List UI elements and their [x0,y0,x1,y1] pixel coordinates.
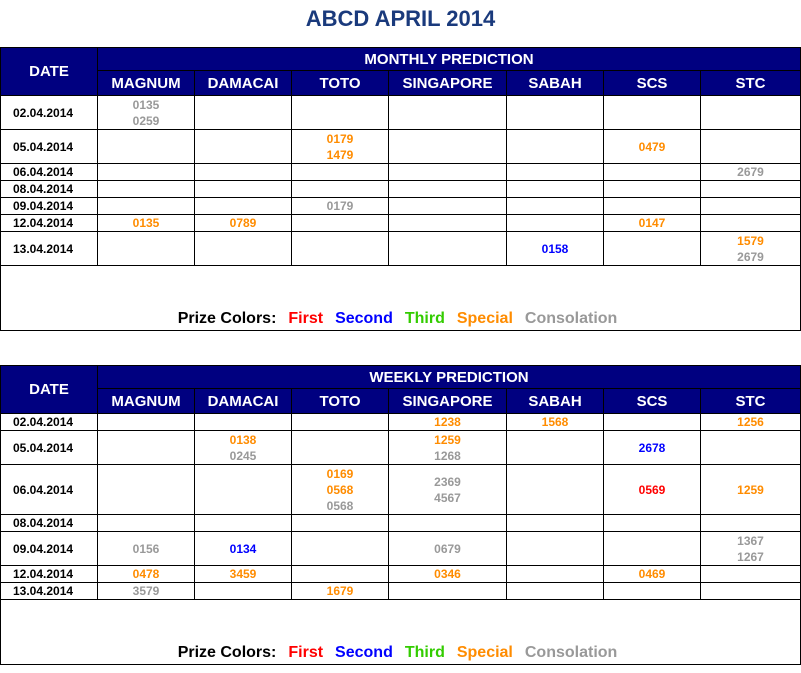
cell-sabah [507,465,604,515]
prediction-number: 1679 [326,584,354,598]
legend-item-special: Special [456,310,513,327]
prediction-number: 0569 [638,482,666,497]
cell-scs [604,130,701,164]
cell-singapore [389,232,507,266]
cell-sabah [507,232,604,266]
legend-item-first: First [288,310,324,327]
prediction-number: 1259 [737,482,764,497]
column-header-scs: SCS [604,389,701,414]
prediction-number: 0158 [541,241,569,256]
table-row [1,414,801,431]
legend-label: Prize Colors: [177,310,277,327]
cell-scs [604,583,701,600]
legend-item-second: Second [335,644,393,661]
prediction-number: 0568 [326,498,354,513]
prediction-number: 0169 [326,466,354,481]
prediction-number: 2369 [434,474,461,489]
cell-stc [701,164,801,181]
column-header-toto: TOTO [292,71,389,96]
cell-damacai [195,431,292,465]
cell-singapore [389,465,507,515]
monthly-prediction-table [0,47,801,331]
prediction-number: 1238 [434,415,461,429]
table-row [1,532,801,566]
cell-stc [701,414,801,431]
cell-stc [701,515,801,532]
column-header-magnum: MAGNUM [98,71,195,96]
prediction-number: 0135 [132,97,160,112]
cell-stc [701,431,801,465]
table-row [1,198,801,215]
cell-toto [292,414,389,431]
cell-stc [701,566,801,583]
table-row [1,215,801,232]
table-row [1,232,801,266]
weekly-prediction-table [0,365,801,665]
column-header-damacai: DAMACAI [195,389,292,414]
cell-damacai [195,164,292,181]
prediction-number: 3459 [229,567,257,581]
table-row [1,164,801,181]
prediction-number: 1367 [737,533,764,548]
prediction-number: 0138 [229,432,257,447]
cell-singapore [389,414,507,431]
cell-sabah [507,215,604,232]
column-header-stc: STC [701,71,801,96]
prediction-number: 0179 [326,199,354,213]
cell-sabah [507,583,604,600]
row-date: 12.04.2014 [1,566,98,583]
cell-singapore [389,532,507,566]
cell-toto [292,566,389,583]
cell-magnum [98,130,195,164]
cell-scs [604,566,701,583]
legend-item-special: Special [456,644,513,661]
cell-damacai [195,566,292,583]
prize-colors-legend [1,266,801,331]
prediction-number: 3579 [132,584,160,598]
cell-toto [292,232,389,266]
cell-sabah [507,431,604,465]
prediction-number: 0469 [638,567,666,581]
cell-singapore [389,215,507,232]
prediction-number: 1259 [434,432,461,447]
table-row [1,566,801,583]
prediction-number: 0179 [326,131,354,146]
cell-toto [292,583,389,600]
prize-colors-legend [1,600,801,665]
cell-stc [701,232,801,266]
prediction-number: 0568 [326,482,354,497]
cell-magnum [98,414,195,431]
legend-item-second: Second [335,310,393,327]
cell-magnum [98,431,195,465]
cell-toto [292,431,389,465]
cell-stc [701,198,801,215]
table-row [1,515,801,532]
cell-scs [604,232,701,266]
prediction-number: 0478 [132,567,160,581]
prediction-number: 2678 [638,440,666,455]
cell-magnum [98,164,195,181]
table-row [1,130,801,164]
cell-sabah [507,198,604,215]
cell-damacai [195,532,292,566]
column-header-magnum: MAGNUM [98,389,195,414]
cell-scs [604,431,701,465]
cell-stc [701,465,801,515]
table-heading: WEEKLY PREDICTION [98,366,801,389]
cell-sabah [507,164,604,181]
cell-toto [292,215,389,232]
prediction-number: 0147 [638,216,666,230]
cell-damacai [195,465,292,515]
column-header-damacai: DAMACAI [195,71,292,96]
cell-toto [292,198,389,215]
cell-sabah [507,566,604,583]
legend-item-consolation: Consolation [524,644,618,661]
cell-scs [604,96,701,130]
cell-scs [604,198,701,215]
table-row [1,431,801,465]
legend-label: Prize Colors: [177,644,277,661]
cell-magnum [98,232,195,266]
cell-stc [701,215,801,232]
prediction-number: 1568 [541,415,569,429]
prediction-number: 4567 [434,490,461,505]
cell-scs [604,515,701,532]
cell-sabah [507,515,604,532]
table-row [1,96,801,130]
prediction-number: 1579 [737,233,764,248]
cell-stc [701,583,801,600]
cell-damacai [195,232,292,266]
cell-damacai [195,181,292,198]
cell-singapore [389,583,507,600]
cell-stc [701,130,801,164]
cell-stc [701,181,801,198]
cell-sabah [507,130,604,164]
row-date: 13.04.2014 [1,583,98,600]
row-date: 09.04.2014 [1,532,98,566]
prediction-number: 2679 [737,165,764,179]
cell-toto [292,164,389,181]
cell-toto [292,515,389,532]
cell-scs [604,164,701,181]
prediction-number: 0479 [638,139,666,154]
prediction-number: 0134 [229,541,257,556]
cell-toto [292,130,389,164]
column-header-scs: SCS [604,71,701,96]
prediction-number: 1268 [434,448,461,463]
cell-damacai [195,583,292,600]
prediction-number: 0245 [229,448,257,463]
row-date: 08.04.2014 [1,181,98,198]
cell-scs [604,465,701,515]
cell-singapore [389,515,507,532]
prediction-number: 0259 [132,113,160,128]
cell-stc [701,96,801,130]
cell-singapore [389,431,507,465]
cell-magnum [98,198,195,215]
cell-singapore [389,164,507,181]
table-row [1,583,801,600]
row-date: 08.04.2014 [1,515,98,532]
row-date: 06.04.2014 [1,164,98,181]
cell-toto [292,181,389,198]
cell-scs [604,181,701,198]
cell-damacai [195,198,292,215]
legend-item-third: Third [404,310,445,327]
prediction-number: 2679 [737,249,764,264]
legend-item-first: First [288,644,324,661]
cell-singapore [389,130,507,164]
cell-damacai [195,215,292,232]
table-row [1,465,801,515]
row-date: 05.04.2014 [1,130,98,164]
prediction-number: 1479 [326,147,354,162]
row-date: 06.04.2014 [1,465,98,515]
cell-damacai [195,96,292,130]
legend-item-third: Third [404,644,445,661]
row-date: 12.04.2014 [1,215,98,232]
prediction-number: 0346 [434,567,461,581]
cell-scs [604,215,701,232]
cell-sabah [507,96,604,130]
cell-magnum [98,566,195,583]
cell-singapore [389,566,507,583]
column-header-toto: TOTO [292,389,389,414]
cell-scs [604,414,701,431]
cell-singapore [389,181,507,198]
cell-sabah [507,414,604,431]
column-header-stc: STC [701,389,801,414]
cell-magnum [98,515,195,532]
cell-sabah [507,532,604,566]
row-date: 02.04.2014 [1,96,98,130]
cell-toto [292,96,389,130]
legend-item-consolation: Consolation [524,310,618,327]
cell-sabah [507,181,604,198]
row-date: 02.04.2014 [1,414,98,431]
cell-scs [604,532,701,566]
prediction-number: 0156 [132,541,160,556]
prediction-number: 1267 [737,549,764,564]
cell-singapore [389,96,507,130]
page-title: ABCD APRIL 2014 [305,6,496,31]
table-row [1,181,801,198]
date-header: DATE [1,366,98,414]
prediction-number: 1256 [737,415,764,429]
cell-damacai [195,130,292,164]
column-header-singapore: SINGAPORE [389,71,507,96]
cell-magnum [98,215,195,232]
column-header-sabah: SABAH [507,389,604,414]
prediction-number: 0789 [229,216,257,230]
prediction-number: 0135 [132,216,160,230]
cell-magnum [98,583,195,600]
date-header: DATE [1,48,98,96]
row-date: 13.04.2014 [1,232,98,266]
column-header-sabah: SABAH [507,71,604,96]
column-header-singapore: SINGAPORE [389,389,507,414]
cell-damacai [195,414,292,431]
cell-magnum [98,96,195,130]
cell-magnum [98,532,195,566]
row-date: 05.04.2014 [1,431,98,465]
cell-damacai [195,515,292,532]
table-heading: MONTHLY PREDICTION [98,48,801,71]
cell-magnum [98,465,195,515]
cell-magnum [98,181,195,198]
cell-toto [292,532,389,566]
cell-stc [701,532,801,566]
prediction-number: 0679 [434,541,461,556]
cell-singapore [389,198,507,215]
row-date: 09.04.2014 [1,198,98,215]
cell-toto [292,465,389,515]
